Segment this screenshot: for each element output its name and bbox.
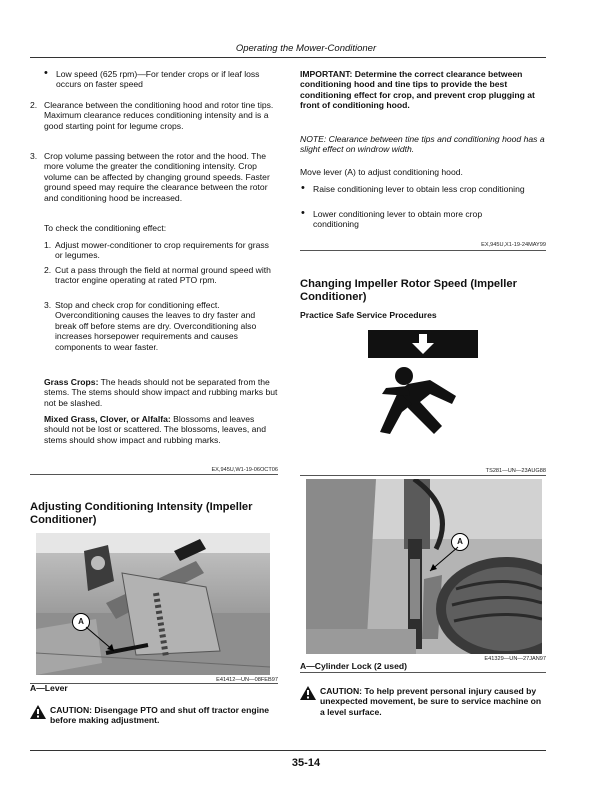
- lever-photo: [36, 533, 270, 675]
- cylinder-legend-rule: [300, 672, 546, 673]
- lever-photo-code: E41412—UN—08FEB97: [216, 677, 278, 683]
- crush-hazard-icon: [368, 330, 478, 440]
- right-section-rule: [300, 250, 546, 251]
- check-step-2: 2. Cut a pass through the field at normal ground speed with tractor engine operating at rated PTO rpm.: [44, 265, 271, 286]
- mixed-crops-paragraph: Mixed Grass, Clover, or Alfalfa: Blossoms and leaves should not be lost or scattered. The blossoms, leaves, and stems should show impact and rubbing marks.: [44, 414, 266, 445]
- header-rule: [30, 57, 546, 58]
- check-intro: To check the conditioning effect:: [44, 223, 167, 233]
- callout-a-lever: A: [72, 613, 90, 631]
- left-section-rule: [30, 474, 278, 475]
- footer-rule: [30, 750, 546, 751]
- grass-crops-paragraph: Grass Crops: The heads should not be separated from the stems. The stems should show impact and rubbing marks but not be slashed.: [44, 377, 278, 408]
- low-speed-bullet: • Low speed (625 rpm)—For tender crops or if leaf loss occurs on faster speed: [56, 69, 278, 90]
- item-3: 3. Crop volume passing between the rotor and the hood. The more volume the greater the conditioning intensity. Crop volume can be affected by changing ground speeds. Faster ground speed may require the clearance between the rotor and conditioning hood be increased.: [30, 151, 270, 203]
- left-ref-code: EX,945U,W1-19-06OCT06: [211, 467, 278, 473]
- callout-arrow-cylinder: [424, 545, 464, 575]
- safe-service-subtitle: Practice Safe Service Procedures: [300, 310, 437, 320]
- item-2: 2. Clearance between the conditioning hood and rotor tine tips. Maximum clearance reduces conditioning intensity and is a good starting point for legume crops.: [30, 100, 274, 131]
- windrow-note: NOTE: Clearance between tine tips and conditioning hood has a slight effect on windrow width.: [300, 134, 545, 155]
- lower-lever-bullet: • Lower conditioning lever to obtain more crop conditioning: [313, 209, 525, 230]
- important-note: IMPORTANT: Determine the correct clearance between conditioning hood and tine tips to provide the best conditioning effect for crop, and prevent crop plugging at front of conditioning hood.: [300, 69, 535, 111]
- warning-icon: [300, 686, 316, 700]
- check-step-1: 1. Adjust mower-conditioner to crop requirements for grass or legumes.: [44, 240, 269, 261]
- hazard-icon-code: TS281—UN—23AUG88: [485, 468, 546, 474]
- section-title-conditioning: Adjusting Conditioning Intensity (Impeller Conditioner): [30, 501, 253, 526]
- move-lever-text: Move lever (A) to adjust conditioning hood.: [300, 167, 463, 177]
- callout-a-cylinder-lock: A: [451, 533, 469, 551]
- caution-level-surface: CAUTION: To help prevent personal injury caused by unexpected movement, be sure to service machine on a level surface.: [320, 686, 542, 717]
- section-title-impeller-speed: Changing Impeller Rotor Speed (Impeller Conditioner): [300, 278, 517, 303]
- cylinder-photo-code: E41329—UN—27JAN97: [484, 656, 546, 662]
- callout-arrow-lever: [84, 625, 124, 655]
- lever-photo-illustration: [36, 533, 270, 675]
- raise-lever-bullet: • Raise conditioning lever to obtain less crop conditioning: [313, 184, 525, 194]
- cylinder-lock-photo: [306, 479, 542, 654]
- caution-disengage-pto: CAUTION: Disengage PTO and shut off tractor engine before making adjustment.: [50, 705, 269, 726]
- page-number: 35-14: [291, 757, 321, 769]
- page-header: Operating the Mower-Conditioner: [235, 43, 377, 54]
- lever-legend: A—Lever: [30, 683, 68, 693]
- right-ref-code: EX,945U,X1-19-24MAY99: [481, 242, 546, 248]
- hazard-icon-rule: [300, 475, 546, 476]
- cylinder-lock-legend: A—Cylinder Lock (2 used): [300, 661, 407, 671]
- check-step-3: 3. Stop and check crop for conditioning effect. Overconditioning causes the leaves to dry faster and break off before stems are dry. Overconditioning also increases horsepower requirements and causes components to wear faster.: [44, 300, 257, 352]
- warning-icon: [30, 705, 46, 719]
